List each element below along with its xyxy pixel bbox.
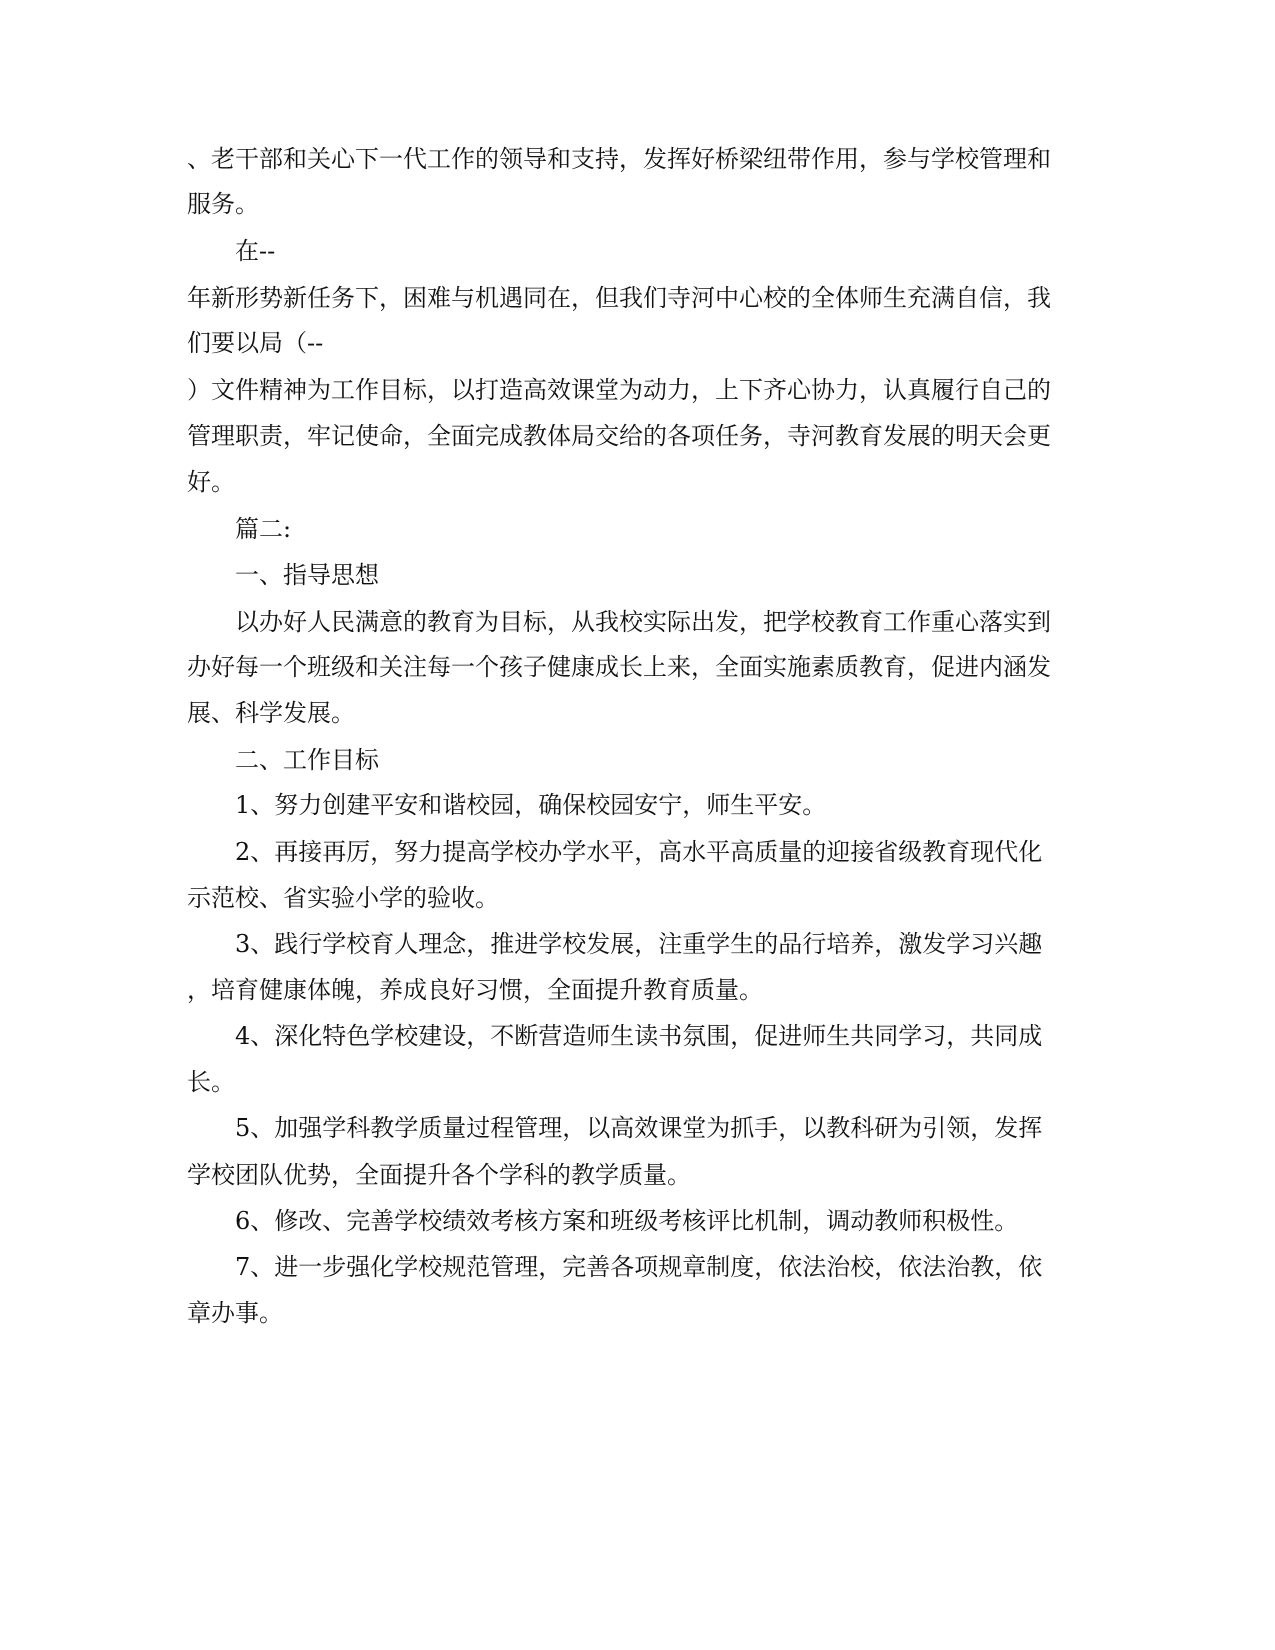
text-line: 以办好人民满意的教育为目标，从我校实际出发，把学校教育工作重心落实到 [235,608,1051,636]
text-line: 们要以局（-- [187,329,324,357]
text-line: 2、再接再厉，努力提高学校办学水平，高水平高质量的迎接省级教育现代化 [235,838,1043,866]
text-line: 服务。 [187,190,259,218]
text-line: 篇二: [235,515,292,543]
text-line: 在-- [235,237,276,265]
text-line: 长。 [187,1068,235,1096]
text-line: 、老干部和关心下一代工作的领导和支持，发挥好桥梁纽带作用，参与学校管理和 [187,145,1051,173]
text-line: 管理职责，牢记使命，全面完成教体局交给的各项任务，寺河教育发展的明天会更 [187,422,1051,450]
text-line: ）文件精神为工作目标，以打造高效课堂为动力，上下齐心协力，认真履行自己的 [187,376,1051,404]
text-line: 章办事。 [187,1299,283,1327]
text-line: 4、深化特色学校建设，不断营造师生读书氛围，促进师生共同学习，共同成 [235,1022,1043,1050]
text-line: 1、努力创建平安和谐校园，确保校园安宁，师生平安。 [235,791,827,819]
text-line: 学校团队优势，全面提升各个学科的教学质量。 [187,1161,691,1189]
text-line: 办好每一个班级和关注每一个孩子健康成长上来，全面实施素质教育，促进内涵发 [187,653,1051,681]
text-line: ，培育健康体魄，养成良好习惯，全面提升教育质量。 [187,976,763,1004]
text-line: 年新形势新任务下，困难与机遇同在，但我们寺河中心校的全体师生充满自信，我 [187,284,1051,312]
text-line: 好。 [187,468,235,496]
text-line: 5、加强学科教学质量过程管理，以高效课堂为抓手，以教科研为引领，发挥 [235,1114,1043,1142]
text-line: 一、指导思想 [235,561,379,589]
text-line: 二、工作目标 [235,746,379,774]
text-line: 3、践行学校育人理念，推进学校发展，注重学生的品行培养，激发学习兴趣 [235,930,1043,958]
text-line: 6、修改、完善学校绩效考核方案和班级考核评比机制，调动教师积极性。 [235,1207,1019,1235]
text-line: 7、进一步强化学校规范管理，完善各项规章制度，依法治校，依法治教，依 [235,1253,1043,1281]
text-line: 示范校、省实验小学的验收。 [187,884,499,912]
text-line: 展、科学发展。 [187,699,355,727]
